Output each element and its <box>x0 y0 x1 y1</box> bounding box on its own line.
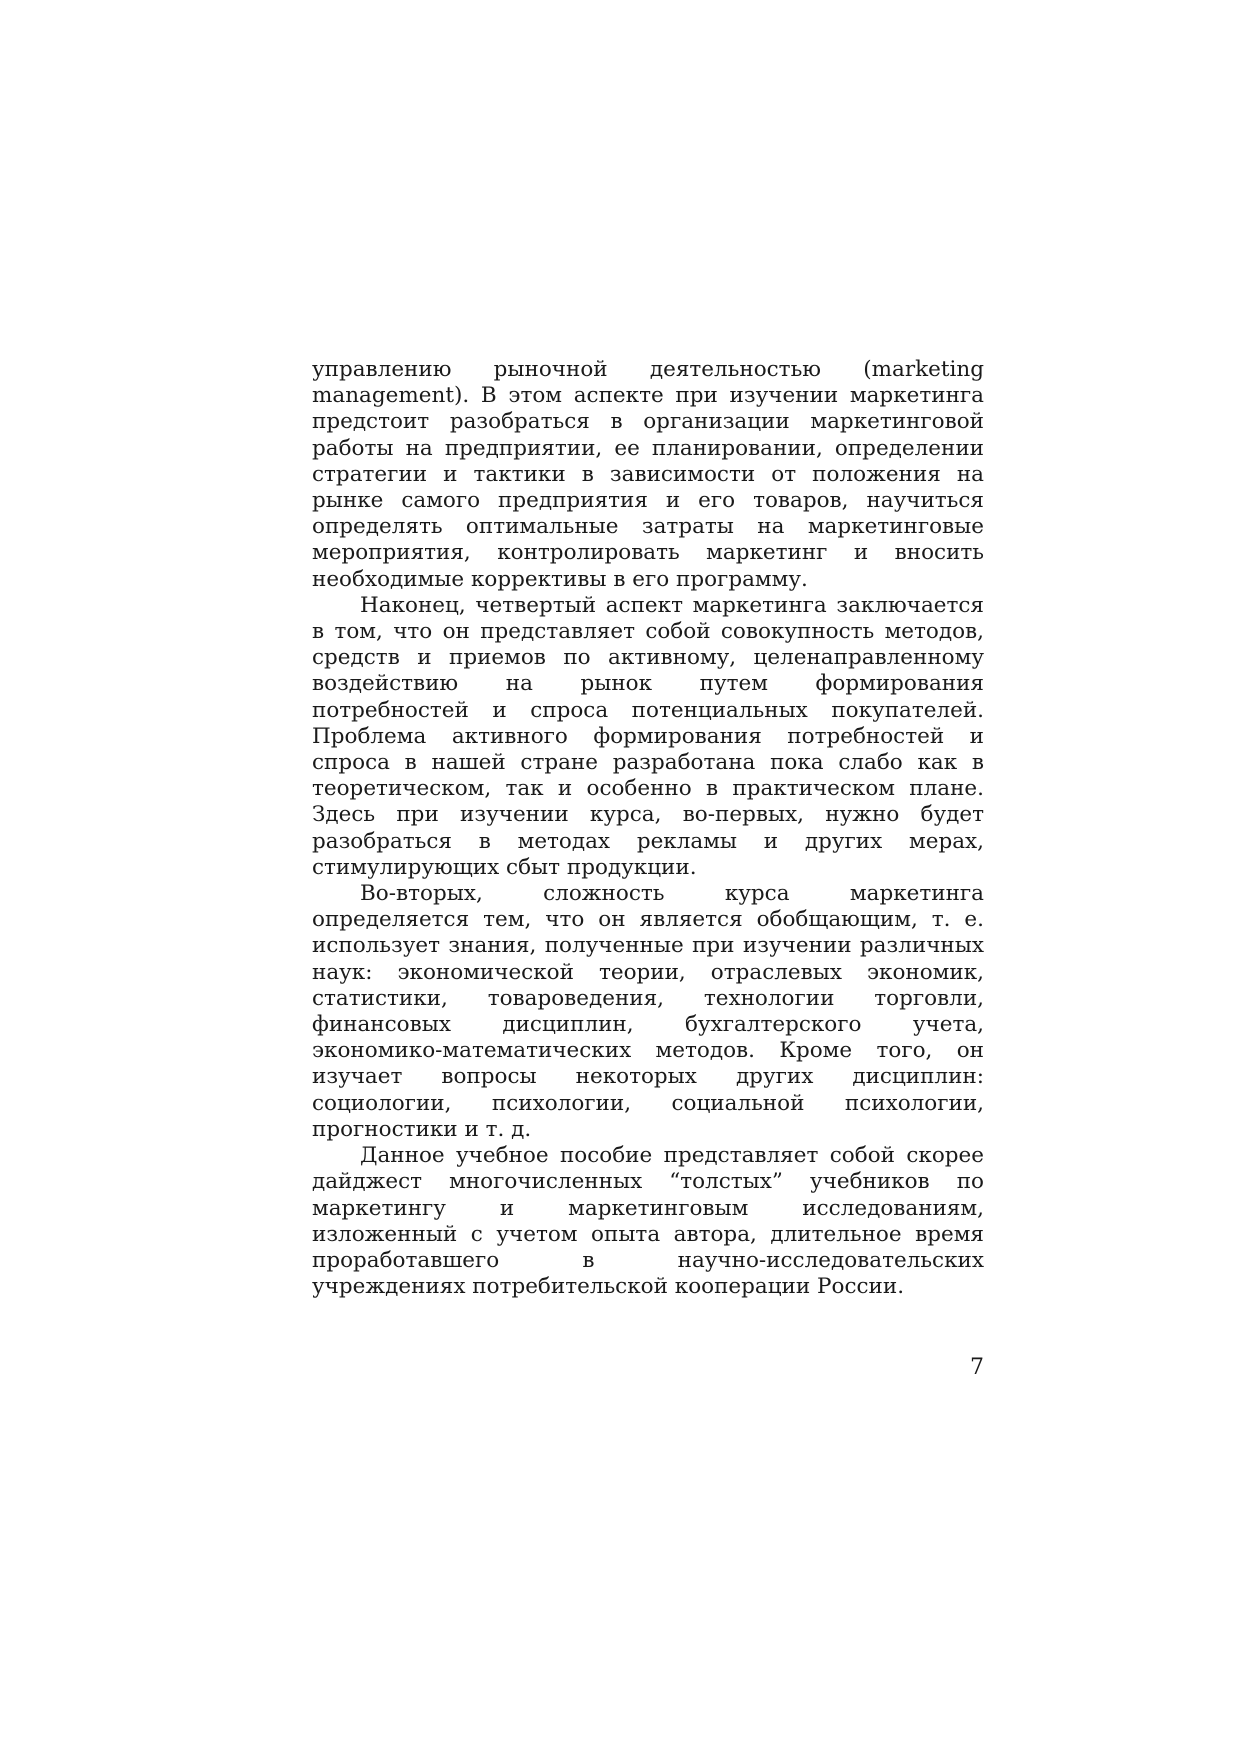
paragraph-course-complexity: Во-вторых, сложность курса маркетинга определяется тем, что он является обобщающим, т. е. использует знания, полученные при изучении различных наук: экономической теории, отраслевых экономик, статистики, товароведения, технологии торговли, финансовых дисциплин, бухгалтерского учета, экономико-математических методов. Кроме того, он изучает вопросы некоторых других дисциплин: социологии, психологии, социальной психологии, прогностики и т. д. <box>312 881 984 1142</box>
paragraph-textbook-digest: Данное учебное пособие представляет собой скорее дайджест многочисленных “толстых” учебников по маркетингу и маркетинговым исследованиям, изложенный с учетом опыта автора, длительное время проработавшего в научно-исследовательских учреждениях потребительской кооперации России. <box>312 1143 984 1300</box>
page-number: 7 <box>970 1355 984 1380</box>
paragraph-continuation: управлению рыночной деятельностью (marketing management). В этом аспекте при изучении маркетинга предстоит разобраться в организации маркетинговой работы на предприятии, ее планировании, определении стратегии и тактики в зависимости от положения на рынке самого предприятия и его товаров, научиться определять оптимальные затраты на маркетинговые мероприятия, контролировать маркетинг и вносить необходимые коррективы в его программу. <box>312 357 984 592</box>
page-body <box>312 357 984 1300</box>
paragraph-fourth-aspect: Наконец, четвертый аспект маркетинга заключается в том, что он представляет собой совокупность методов, средств и приемов по активному, целенаправленному воздействию на рынок путем формирования потребностей и спроса потенциальных покупателей. Проблема активного формирования потребностей и спроса в нашей стране разработана пока слабо как в теоретическом, так и особенно в практическом плане. Здесь при изучении курса, во-первых, нужно будет разобраться в методах рекламы и других мерах, стимулирующих сбыт продукции. <box>312 592 984 880</box>
